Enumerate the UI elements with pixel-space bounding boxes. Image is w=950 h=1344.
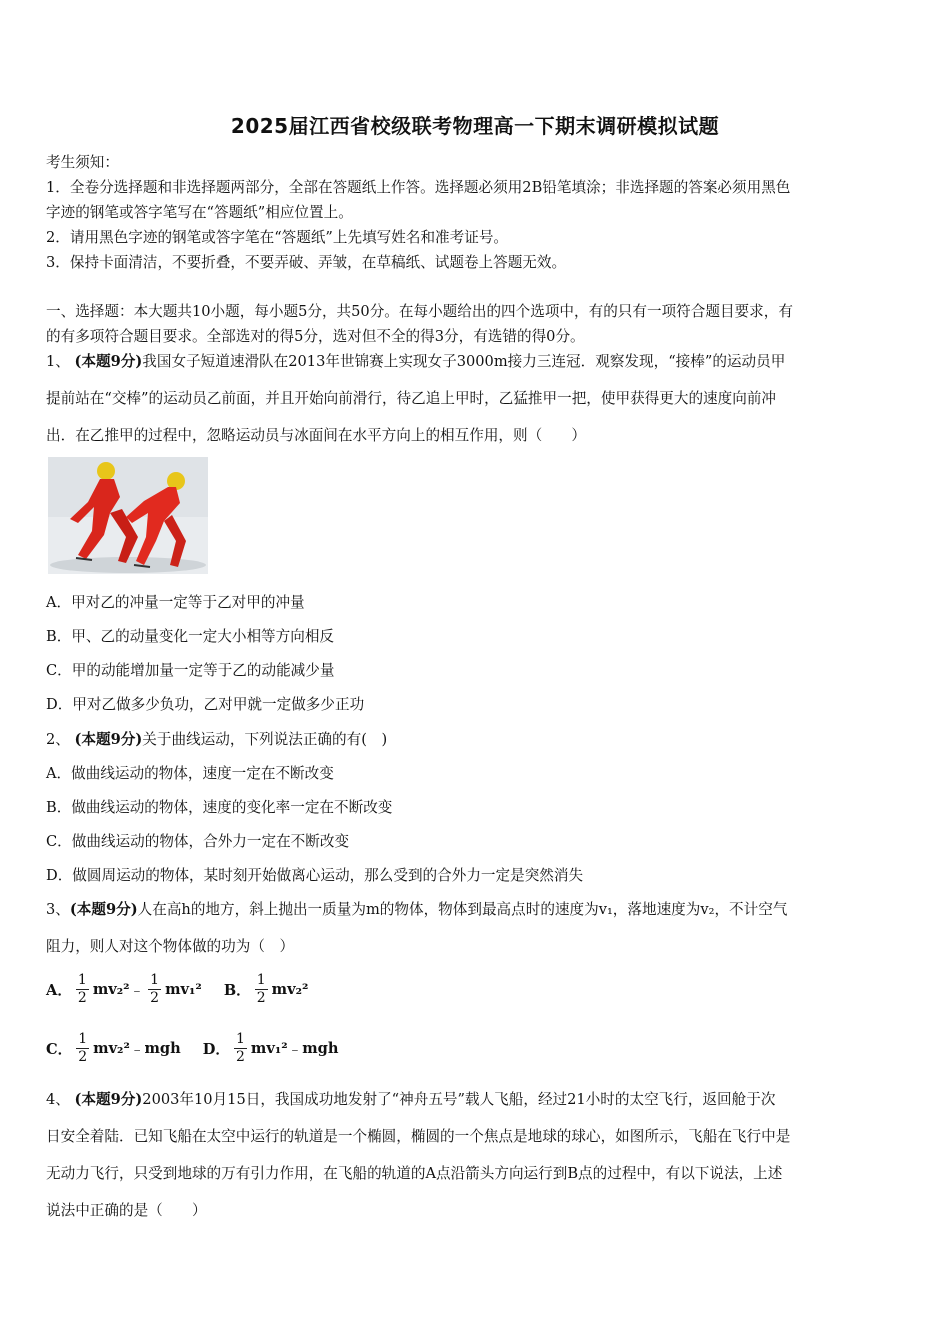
fraction: $\frac{1}{2}$ [235, 1031, 245, 1065]
question-3-line [46, 900, 908, 920]
question-text: 关于曲线运动，下列说法正确的有( ) [142, 731, 388, 748]
question-tag: (本题9分) [74, 731, 143, 748]
option-row-cd [46, 1031, 339, 1066]
question-text: 我国女子短道速滑队在2013年世锦赛上实现女子3000m接力三连冠．观察发现，“接棒”的运动员甲 [142, 353, 786, 370]
option-c: C．做曲线运动的物体，合外力一定在不断改变 [46, 833, 350, 850]
option-d: D．做圆周运动的物体，某时刻开始做离心运动，那么受到的合外力一定是突然消失 [46, 867, 584, 884]
fraction: $\frac{1}{2}$ [150, 972, 160, 1006]
expression: mv₂² [92, 981, 130, 998]
question-text: 人在高h的地方，斜上抛出一质量为m的物体，物体到最高点时的速度为v₁，落地速度为v₂，不计空气 [137, 901, 788, 918]
option-c: C．甲的动能增加量一定等于乙的动能减少量 [46, 662, 335, 679]
option-a: A．做曲线运动的物体，速度一定在不断改变 [46, 765, 334, 782]
speed-skaters-photo [48, 457, 208, 574]
option-a-label: A． [46, 982, 72, 999]
section-intro: 一、选择题：本大题共10小题，每小题5分，共50分。在每小题给出的四个选项中，有的只有一项符合题目要求，有 [46, 303, 793, 320]
question-1-line [46, 352, 908, 372]
minus-sign: ﹣ [129, 982, 145, 999]
option-d: D．甲对乙做多少负功，乙对甲就一定做多少正功 [46, 696, 365, 713]
question-number: 2、 [46, 731, 70, 748]
minus-sign: ﹣ [287, 1041, 303, 1058]
question-tag: (本题9分) [74, 353, 143, 370]
expression: mv₁² [250, 1040, 288, 1057]
fraction: $\frac{1}{2}$ [256, 972, 266, 1006]
page-title: 2025届江西省校级联考物理高一下期末调研模拟试题 [230, 114, 720, 138]
question-4-line: 日安全着陆．已知飞船在太空中运行的轨道是一个椭圆，椭圆的一个焦点是地球的球心，如图所示，飞船在飞行中是 [46, 1128, 791, 1145]
minus-sign: ﹣ [129, 1041, 145, 1058]
question-1-line: 出．在乙推甲的过程中，忽略运动员与冰面间在水平方向上的相互作用，则（ ） [46, 427, 586, 444]
expression: mv₂² [93, 1040, 130, 1057]
notice-item: 字迹的钢笔或答字笔写在“答题纸”相应位置上。 [46, 204, 353, 221]
notice-item: 3．保持卡面清洁，不要折叠，不要弄破、弄皱，在草稿纸、试题卷上答题无效。 [46, 254, 567, 271]
question-2-line [46, 730, 908, 750]
option-a: A．甲对乙的冲量一定等于乙对甲的冲量 [46, 594, 305, 611]
notice-item: 1．全卷分选择题和非选择题两部分，全部在答题纸上作答。选择题必须用2B铅笔填涂；非选择题的答案必须用黑色 [46, 179, 791, 196]
expression: mgh [302, 1040, 339, 1057]
option-b: B．做曲线运动的物体，速度的变化率一定在不断改变 [46, 799, 393, 816]
question-tag: (本题9分) [74, 1091, 143, 1108]
fraction: $\frac{1}{2}$ [78, 1031, 88, 1065]
question-number: 3、 [46, 901, 70, 918]
question-tag: (本题9分) [69, 901, 138, 918]
question-4-line: 说法中正确的是（ ） [46, 1202, 207, 1219]
question-1-line: 提前站在“交棒”的运动员乙前面，并且开始向前滑行，待乙追上甲时，乙猛推甲一把，使甲获得更大的速度向前冲 [46, 390, 777, 407]
expression: mgh [144, 1040, 181, 1057]
question-number: 4、 [46, 1091, 70, 1108]
expression: mv₁² [165, 981, 202, 998]
question-3-line: 阻力，则人对这个物体做的功为（ ） [46, 938, 295, 955]
question-number: 1、 [46, 353, 70, 370]
question-4-line: 无动力飞行，只受到地球的万有引力作用，在飞船的轨道的A点沿箭头方向运行到B点的过程中，有以下说法，上述 [46, 1165, 783, 1182]
option-row-ab [46, 972, 308, 1007]
fraction: $\frac{1}{2}$ [77, 972, 87, 1006]
notice-heading: 考生须知： [46, 154, 119, 171]
option-b: B．甲、乙的动量变化一定大小相等方向相反 [46, 628, 335, 645]
option-d-label: D． [202, 1041, 230, 1058]
option-b-label: B． [223, 982, 251, 999]
question-4-line [46, 1090, 908, 1110]
option-c-label: C． [46, 1041, 73, 1058]
section-intro: 的有多项符合题目要求。全部选对的得5分，选对但不全的得3分，有选错的得0分。 [46, 328, 585, 345]
expression: mv₂² [271, 981, 309, 998]
question-text: 2003年10月15日，我国成功地发射了“神舟五号”载人飞船，经过21小时的太空飞行，返回舱于次 [142, 1091, 776, 1108]
notice-item: 2．请用黑色字迹的钢笔或答字笔在“答题纸”上先填写姓名和准考证号。 [46, 229, 509, 246]
